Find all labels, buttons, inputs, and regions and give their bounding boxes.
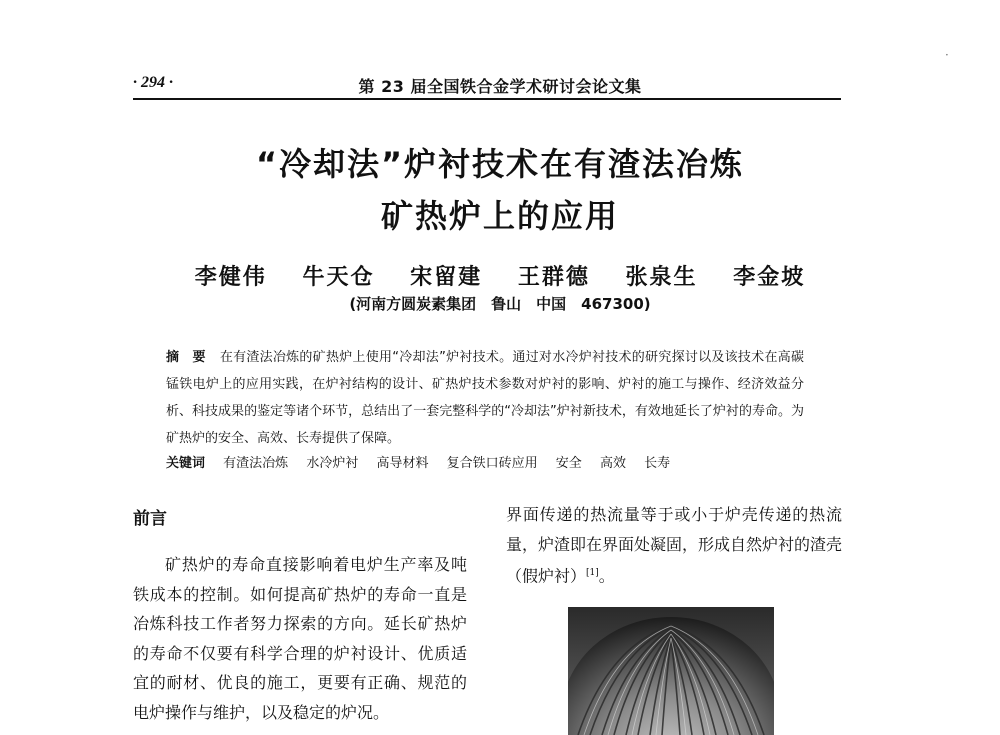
section-heading-intro: 前言: [133, 509, 167, 529]
author: 李健伟: [194, 264, 267, 290]
abstract-label: 摘 要: [166, 350, 206, 365]
keyword: 长寿: [644, 456, 671, 471]
keyword: 安全: [555, 456, 582, 471]
author: 宋留建: [410, 264, 483, 290]
affiliation: (河南方圆炭素集团 鲁山 中国 467300): [349, 295, 651, 313]
keyword: 有渣法冶炼: [223, 456, 289, 471]
keywords: [166, 452, 806, 471]
abstract: [166, 344, 804, 452]
author: 牛天仓: [302, 264, 375, 290]
keyword: 复合铁口砖应用: [446, 456, 538, 471]
author: 张泉生: [625, 264, 698, 290]
keyword: 高导材料: [376, 456, 429, 471]
right-text: 界面传递的热流量等于或小于炉壳传递的热流量，炉渣即在界面处凝固，形成自然炉衬的渣壳（假炉衬）: [506, 505, 843, 586]
paper-title-line-2: 矿热炉上的应用: [380, 197, 619, 235]
author: 王群德: [517, 264, 590, 290]
citation-ref: [1]: [586, 568, 599, 578]
corner-mark: ·: [945, 48, 949, 62]
keywords-label: 关键词: [166, 456, 206, 471]
furnace-lining-photo: [568, 607, 774, 735]
author-list: [0, 260, 1000, 291]
running-title: 第 23 届全国铁合金学术研讨会论文集: [358, 77, 642, 96]
keyword: 水冷炉衬: [306, 456, 359, 471]
furnace-lining-photo-art: [568, 607, 774, 735]
keyword: 高效: [599, 456, 626, 471]
right-end: 。: [598, 566, 615, 586]
paper-title-line-1: “冷却法”炉衬技术在有渣法冶炼: [255, 145, 745, 183]
abstract-text: 在有渣法冶炼的矿热炉上使用“冷却法”炉衬技术。通过对水冷炉衬技术的研究探讨以及该技术在高碳锰铁电炉上的应用实践，在炉衬结构的设计、矿热炉技术参数对炉衬的影响、炉衬的施工与操作、经济效益分析、科技成果的鉴定等诸个环节，总结出了一套完整科学的“冷却法”炉衬新技术，有效地延长了炉衬的寿命。为矿热炉的安全、高效、长寿提供了保障。: [166, 350, 804, 446]
header-rule: [133, 98, 841, 100]
page-number: · 294 ·: [133, 74, 173, 91]
intro-paragraph-left: 矿热炉的寿命直接影响着电炉生产率及吨铁成本的控制。如何提高矿热炉的寿命一直是冶炼科技工作者努力探索的方向。延长矿热炉的寿命不仅要有科学合理的炉衬设计、优质适宜的耐材、优良的施工，更要有正确、规范的电炉操作与维护，以及稳定的炉况。: [133, 555, 467, 722]
intro-paragraph-right: [506, 500, 842, 591]
author: 李金坡: [733, 264, 806, 290]
